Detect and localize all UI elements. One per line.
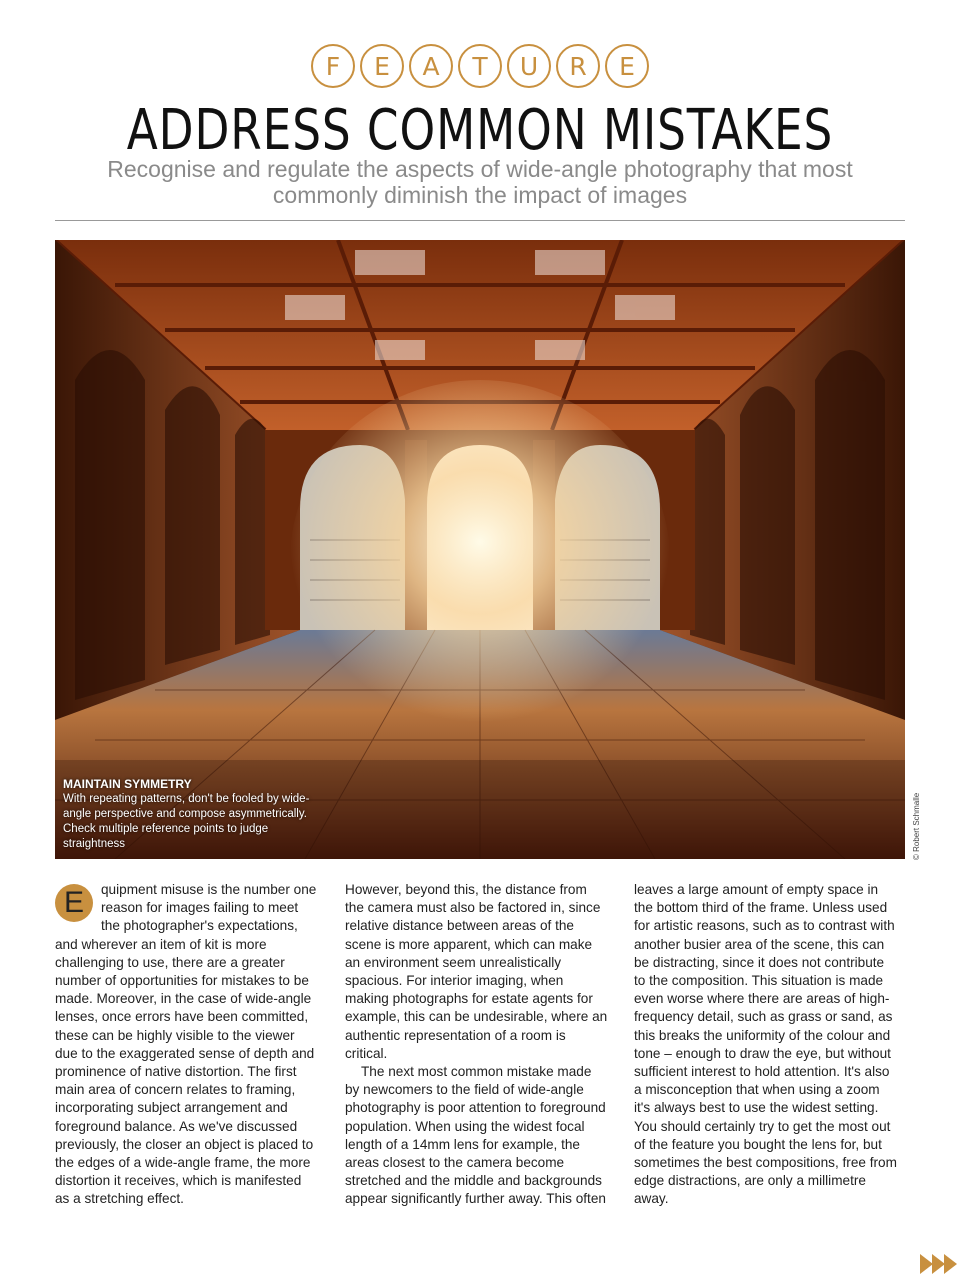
kicker-letter: F <box>311 44 355 88</box>
feature-photo <box>55 240 905 859</box>
article-paragraph: However, beyond this, the distance from the camera must also be factored in, since relative distance between areas of the scene is more apparent, which can make an environment seem unrealistically spacious. For interior imaging, when making photographs for estate agents for example, this can be undesirable, where an authentic representation of a room is critical. <box>345 882 608 1061</box>
photo-caption <box>63 777 313 852</box>
drop-cap: E <box>55 884 93 922</box>
arcade-photo-illustration <box>55 240 905 859</box>
kicker-letter: E <box>605 44 649 88</box>
paragraph-text: quipment misuse is the number one reason for images failing to meet the photographer's expectations, and wherever an item of kit is more challenging to use, there are a greater number of opportunities for mistakes to be made. Moreover, in the case of wide-angle lenses, once errors have been committed, these can be highly visible to the viewer due to the exaggerated sense of depth and prominence of native distortion. The first main area of concern relates to framing, incorporating subject arrangement and foreground balance. As we've discussed previously, the closer an object is placed to the edges of a wide-angle frame, the more distortion it receives, which is manifested as a stretching effect. <box>55 882 317 1207</box>
next-page-arrows-icon <box>920 1254 956 1274</box>
article-column-3 <box>634 881 898 1209</box>
article-paragraph <box>55 881 319 1209</box>
divider <box>55 220 905 221</box>
kicker-letter: A <box>409 44 453 88</box>
article-paragraph: leaves a large amount of empty space in the bottom third of the frame. Unless used for artistic reasons, such as to contrast with another busier area of the scene, this can be distracting, since it does not contribute to the composition. This situation is made even worse where there are areas of high-frequency detail, such as grass or sand, as this breaks the uniformity of the colour and tone – enough to draw the eye, but without sufficient interest to hold attention. It's also a misconception that when using a zoom it's always best to use the widest setting. You should certainly try to get the most out of the feature you bought the lens for, but sometimes the best compositions, free from edge distractions, are only a millimetre away. <box>634 882 897 1207</box>
kicker-letter: U <box>507 44 551 88</box>
kicker-letter: E <box>360 44 404 88</box>
article-column-1 <box>55 881 319 1209</box>
photo-credit: © Robert Schmalle <box>912 792 921 860</box>
article-column-2 <box>345 881 609 1209</box>
kicker-letter: R <box>556 44 600 88</box>
page-subtitle: Recognise and regulate the aspects of wide-angle photography that most commonly diminish the impact of images <box>107 156 853 208</box>
caption-title: MAINTAIN SYMMETRY <box>63 777 192 791</box>
article-paragraph: The next most common mistake made by newcomers to the field of wide-angle photography is poor attention to foreground population. When using the widest focal length of a 14mm lens for example, the areas closest to the camera become stretched and the middle and backgrounds appear significantly further away. This often <box>345 1064 606 1207</box>
kicker-letter: T <box>458 44 502 88</box>
page-title: ADDRESS COMMON MISTAKES <box>126 98 834 163</box>
feature-kicker <box>0 44 960 88</box>
caption-text: With repeating patterns, don't be fooled by wide-angle perspective and compose asymmetrically. Check multiple reference points to judge straightness <box>63 793 310 850</box>
